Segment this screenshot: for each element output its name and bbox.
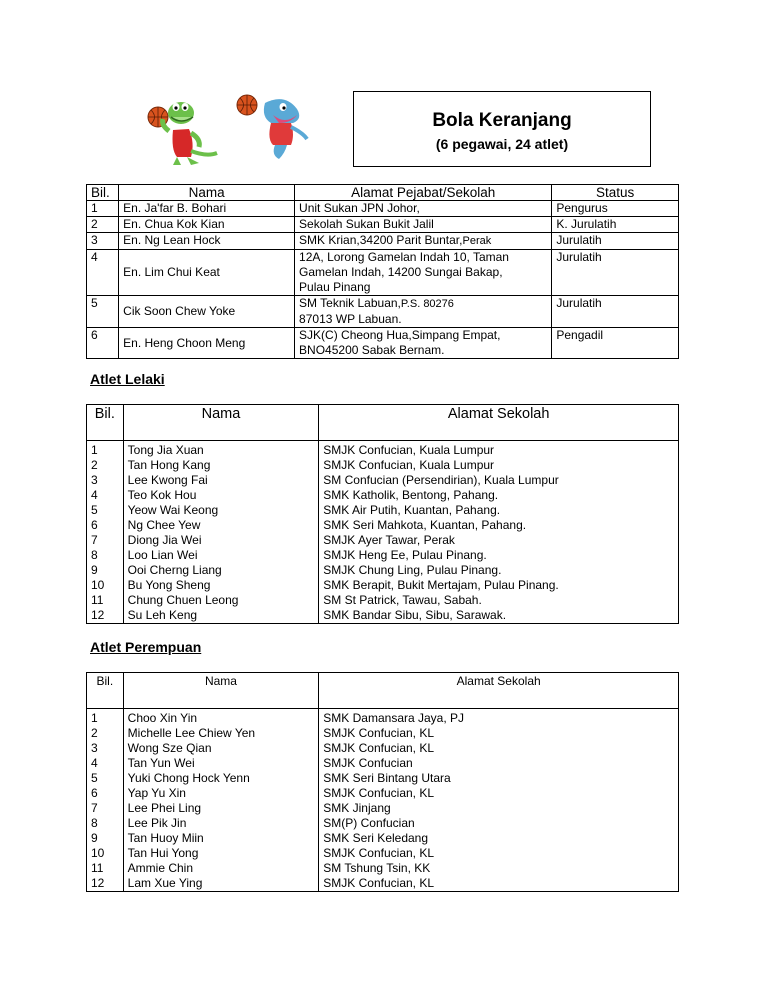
male-header-row	[87, 405, 679, 441]
cell-status: Jurulatih	[552, 250, 679, 296]
cell-nama: Lee Phei Ling	[123, 801, 319, 816]
table-row	[87, 473, 679, 488]
cell-nama: En. Ja'far B. Bohari	[119, 201, 295, 217]
cell-alamat: SMJK Confucian, KL	[319, 846, 679, 861]
cell-nama: Tong Jia Xuan	[123, 441, 319, 459]
cell-alamat: SMJK Confucian, Kuala Lumpur	[319, 441, 679, 459]
cell-bil: 7	[87, 801, 124, 816]
col-header-nama: Nama	[119, 185, 295, 201]
nama-text: En. Heng Choon Meng	[123, 335, 246, 350]
table-row	[87, 816, 679, 831]
alamat-line: 12A, Lorong Gamelan Indah 10, Taman	[299, 250, 509, 264]
cell-status: K. Jurulatih	[552, 217, 679, 233]
alamat-line: 87013 WP Labuan.	[299, 312, 402, 326]
cell-status: Jurulatih	[552, 296, 679, 328]
table-row	[87, 548, 679, 563]
cell-nama: En. Ng Lean Hock	[119, 233, 295, 250]
table-row	[87, 786, 679, 801]
cell-nama: Ooi Cherng Liang	[123, 563, 319, 578]
cell-bil: 1	[87, 441, 124, 459]
page-subtitle: (6 pegawai, 24 atlet)	[435, 136, 569, 152]
cell-nama: Tan Hong Kang	[123, 458, 319, 473]
cell-bil: 9	[87, 563, 124, 578]
female-athletes-table	[86, 672, 679, 892]
table-row	[87, 296, 679, 328]
alamat-line: BNO45200 Sabak Bernam.	[299, 343, 445, 357]
alamat-text: SMK Krian,34200 Parit Buntar,	[299, 233, 463, 247]
cell-bil: 5	[87, 296, 119, 328]
cell-alamat: SMJK Confucian, Kuala Lumpur	[319, 458, 679, 473]
alamat-line: Pulau Pinang	[299, 280, 371, 294]
officials-table	[86, 184, 679, 359]
nama-text: Cik Soon Chew Yoke	[123, 304, 236, 318]
cell-alamat: SM St Patrick, Tawau, Sabah.	[319, 593, 679, 608]
cell-bil: 5	[87, 503, 124, 518]
table-row	[87, 201, 679, 217]
table-row	[87, 518, 679, 533]
cell-bil: 2	[87, 726, 124, 741]
title-box	[353, 91, 651, 167]
table-row	[87, 801, 679, 816]
cell-nama: Yeow Wai Keong	[123, 503, 319, 518]
table-row	[87, 608, 679, 624]
table-row	[87, 771, 679, 786]
cell-alamat: SMJK Confucian, KL	[319, 726, 679, 741]
table-row	[87, 488, 679, 503]
cell-alamat: SMK Katholik, Bentong, Pahang.	[319, 488, 679, 503]
cell-bil: 6	[87, 328, 119, 359]
alamat-line: SM Teknik Labuan,	[299, 296, 401, 310]
cell-alamat: SMK Jinjang	[319, 801, 679, 816]
col-header-bil: Bil.	[87, 185, 119, 201]
cell-bil: 12	[87, 876, 124, 892]
cell-alamat	[295, 250, 552, 296]
table-row	[87, 593, 679, 608]
cell-bil: 2	[87, 458, 124, 473]
cell-bil: 4	[87, 756, 124, 771]
cell-alamat: SMJK Confucian	[319, 756, 679, 771]
dolphin-mascot-image	[235, 93, 310, 161]
table-row	[87, 846, 679, 861]
cell-nama: Tan Huoy Miin	[123, 831, 319, 846]
cell-bil: 11	[87, 593, 124, 608]
cell-bil: 10	[87, 578, 124, 593]
cell-bil: 3	[87, 473, 124, 488]
cell-nama: Choo Xin Yin	[123, 709, 319, 727]
cell-status: Jurulatih	[552, 233, 679, 250]
cell-bil: 9	[87, 831, 124, 846]
cell-alamat: SM Tshung Tsin, KK	[319, 861, 679, 876]
cell-nama: Loo Lian Wei	[123, 548, 319, 563]
cell-bil: 4	[87, 488, 124, 503]
cell-alamat: SMK Seri Keledang	[319, 831, 679, 846]
table-row	[87, 250, 679, 296]
cell-bil: 6	[87, 518, 124, 533]
nama-text: En. Lim Chui Keat	[123, 265, 220, 279]
cell-nama	[119, 296, 295, 328]
cell-nama: Teo Kok Hou	[123, 488, 319, 503]
cell-nama: Ng Chee Yew	[123, 518, 319, 533]
cell-nama: Tan Hui Yong	[123, 846, 319, 861]
cell-alamat: SMK Seri Mahkota, Kuantan, Pahang.	[319, 518, 679, 533]
cell-alamat: SMK Damansara Jaya, PJ	[319, 709, 679, 727]
male-section-heading: Atlet Lelaki	[90, 371, 165, 387]
cell-nama: Lee Kwong Fai	[123, 473, 319, 488]
table-row	[87, 578, 679, 593]
col-header-nama: Nama	[123, 673, 319, 709]
cell-bil: 3	[87, 233, 119, 250]
cell-nama: Diong Jia Wei	[123, 533, 319, 548]
cell-alamat: Sekolah Sukan Bukit Jalil	[295, 217, 552, 233]
cell-alamat	[295, 296, 552, 328]
table-row	[87, 533, 679, 548]
col-header-bil: Bil.	[87, 405, 124, 441]
cell-alamat: SMJK Confucian, KL	[319, 786, 679, 801]
col-header-alamat: Alamat Pejabat/Sekolah	[295, 185, 552, 201]
alamat-line: SJK(C) Cheong Hua,Simpang Empat,	[299, 328, 501, 342]
table-row	[87, 217, 679, 233]
cell-bil: 8	[87, 548, 124, 563]
col-header-alamat: Alamat Sekolah	[319, 673, 679, 709]
cell-bil: 4	[87, 250, 119, 296]
table-row	[87, 328, 679, 359]
cell-alamat: SMJK Confucian, KL	[319, 876, 679, 892]
female-section-heading: Atlet Perempuan	[90, 639, 202, 655]
male-athletes-table	[86, 404, 679, 624]
cell-nama: Su Leh Keng	[123, 608, 319, 624]
table-row	[87, 563, 679, 578]
col-header-bil: Bil.	[87, 673, 124, 709]
cell-nama: Lee Pik Jin	[123, 816, 319, 831]
cell-alamat: SMK Bandar Sibu, Sibu, Sarawak.	[319, 608, 679, 624]
cell-bil: 3	[87, 741, 124, 756]
alamat-postbox: P.S. 80276	[400, 298, 454, 310]
officials-header-row	[87, 185, 679, 201]
cell-alamat: Unit Sukan JPN Johor,	[295, 201, 552, 217]
table-row	[87, 458, 679, 473]
page-title: Bola Keranjang	[432, 110, 572, 131]
cell-alamat: SMK Seri Bintang Utara	[319, 771, 679, 786]
table-row	[87, 876, 679, 892]
cell-alamat: SM(P) Confucian	[319, 816, 679, 831]
alamat-state: Perak	[462, 235, 492, 247]
cell-bil: 5	[87, 771, 124, 786]
cell-alamat	[295, 328, 552, 359]
col-header-nama: Nama	[123, 405, 319, 441]
cell-nama: Yap Yu Xin	[123, 786, 319, 801]
cell-bil: 1	[87, 709, 124, 727]
cell-alamat: SMK Air Putih, Kuantan, Pahang.	[319, 503, 679, 518]
cell-bil: 8	[87, 816, 124, 831]
cell-nama: Bu Yong Sheng	[123, 578, 319, 593]
cell-nama	[119, 328, 295, 359]
cell-alamat: SMJK Confucian, KL	[319, 741, 679, 756]
cell-bil: 7	[87, 533, 124, 548]
cell-nama: En. Chua Kok Kian	[119, 217, 295, 233]
cell-nama: Lam Xue Ying	[123, 876, 319, 892]
table-row	[87, 831, 679, 846]
cell-status: Pengurus	[552, 201, 679, 217]
table-row	[87, 756, 679, 771]
cell-bil: 6	[87, 786, 124, 801]
cell-nama: Tan Yun Wei	[123, 756, 319, 771]
cell-alamat: SM Confucian (Persendirian), Kuala Lumpur	[319, 473, 679, 488]
table-row	[87, 709, 679, 727]
cell-nama: Chung Chuen Leong	[123, 593, 319, 608]
cell-nama: Wong Sze Qian	[123, 741, 319, 756]
female-header-row	[87, 673, 679, 709]
table-row	[87, 726, 679, 741]
cell-bil: 10	[87, 846, 124, 861]
cell-nama	[119, 250, 295, 296]
cell-bil: 2	[87, 217, 119, 233]
cell-nama: Ammie Chin	[123, 861, 319, 876]
crocodile-mascot-image	[143, 95, 218, 167]
alamat-line: Gamelan Indah, 14200 Sungai Bakap,	[299, 265, 503, 279]
cell-alamat: SMJK Heng Ee, Pulau Pinang.	[319, 548, 679, 563]
cell-alamat: SMJK Chung Ling, Pulau Pinang.	[319, 563, 679, 578]
cell-bil: 11	[87, 861, 124, 876]
cell-alamat	[295, 233, 552, 250]
col-header-status: Status	[552, 185, 679, 201]
cell-alamat: SMJK Ayer Tawar, Perak	[319, 533, 679, 548]
cell-bil: 1	[87, 201, 119, 217]
table-row	[87, 861, 679, 876]
table-row	[87, 233, 679, 250]
cell-nama: Michelle Lee Chiew Yen	[123, 726, 319, 741]
col-header-alamat: Alamat Sekolah	[319, 405, 679, 441]
table-row	[87, 441, 679, 459]
cell-status: Pengadil	[552, 328, 679, 359]
table-row	[87, 741, 679, 756]
table-row	[87, 503, 679, 518]
cell-nama: Yuki Chong Hock Yenn	[123, 771, 319, 786]
cell-alamat: SMK Berapit, Bukit Mertajam, Pulau Pinang.	[319, 578, 679, 593]
cell-bil: 12	[87, 608, 124, 624]
